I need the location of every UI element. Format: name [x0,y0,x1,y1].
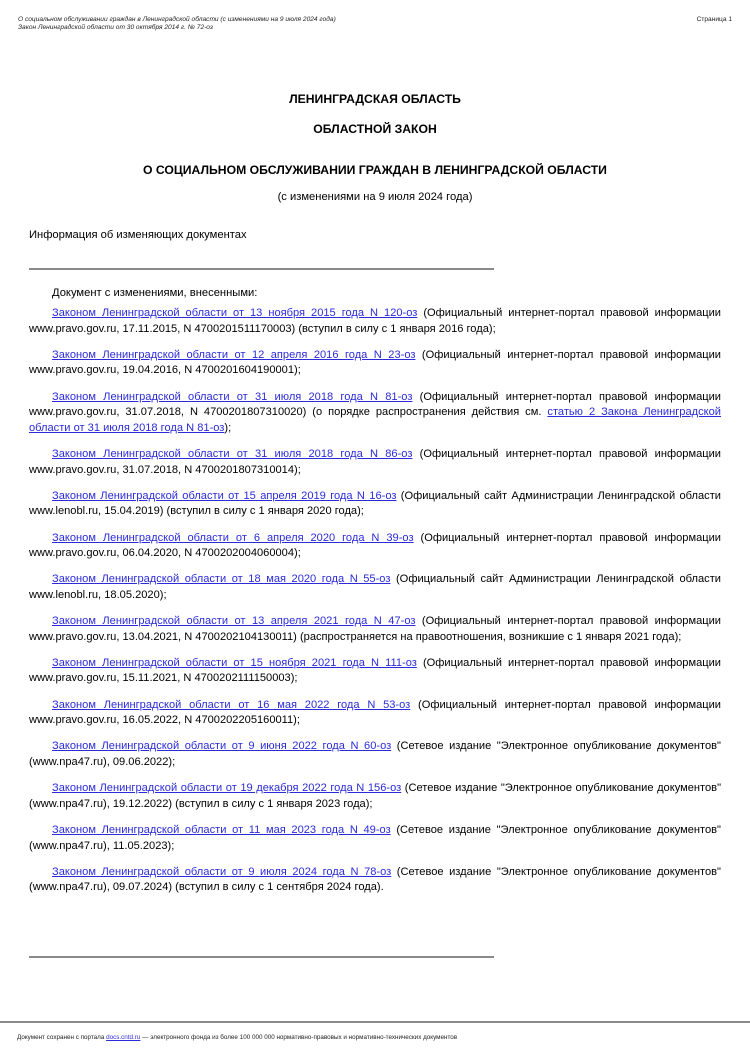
amendment-publication-info: (Официальный сайт Администрации Ленинградской области www.lenobl.ru, 15.04.2019) (вступил в силу с 1 января 2020 года); [29,489,722,518]
divider-top [29,268,494,270]
amendment-publication-info: (Сетевое издание "Электронное опубликование документов" (www.npa47.ru), 19.12.2022) (вступил в силу с 1 января 2023 года); [29,782,722,810]
footer-divider [0,1021,750,1023]
footer-portal-link[interactable]: docs.cntd.ru [106,1034,141,1041]
amendment-publication-info: (Сетевое издание "Электронное опубликование документов" (www.npa47.ru), 09.07.2024) (вступил в силу с 1 сентября 2024 года). [29,865,722,894]
amendments-info-label: Информация об изменяющих документах [29,229,247,241]
document-subtitle: (с изменениями на 9 июля 2024 года) [277,191,473,203]
amendment-item [29,531,721,562]
amendment-item [29,572,721,603]
amendment-item [29,306,721,337]
footer-suffix: — электронного фонда из более 100 000 000 нормативно-правовых и нормативно-технических документов [140,1034,458,1041]
amending-law-link[interactable]: Законом Ленинградской области от 9 июня 2022 года N 60-оз [52,740,392,753]
running-header [18,16,732,32]
amendments-intro: Документ с изменениями, внесенными: [52,287,258,299]
amending-law-link[interactable]: Законом Ленинградской области от 18 мая 2020 года N 55-оз [52,573,391,586]
amending-law-link[interactable]: Законом Ленинградской области от 13 ноября 2015 года N 120-оз [52,307,418,319]
divider-bottom [29,956,494,958]
amendment-publication-info: (Официальный интернет-портал правовой информации www.pravo.gov.ru, 31.07.2018, N 4700201807310020) (о порядке распространения действия см. [29,390,722,419]
amendments-list [29,306,721,907]
doc-type-heading: ОБЛАСТНОЙ ЗАКОН [313,122,437,136]
amending-law-link[interactable]: Законом Ленинградской области от 31 июля 2018 года N 86-оз [52,447,413,460]
amending-law-link[interactable]: Законом Ленинградской области от 15 апреля 2019 года N 16-оз [52,489,397,502]
amendment-item [29,781,721,812]
amending-law-link[interactable]: Законом Ленинградской области от 16 мая 2022 года N 53-оз [52,698,411,711]
article-reference-link[interactable]: статью 2 Закона Ленинградской области от 31 июля 2018 года N 81-оз [29,406,721,434]
amendment-item [29,348,721,379]
amendment-item [29,614,721,645]
document-title: О СОЦИАЛЬНОМ ОБСЛУЖИВАНИИ ГРАЖДАН В ЛЕНИНГРАДСКОЙ ОБЛАСТИ [143,163,607,177]
footer-prefix: Документ сохранен с портала [17,1034,107,1041]
amendment-publication-info: (Официальный интернет-портал правовой информации www.pravo.gov.ru, 15.11.2021, N 4700202111150003); [29,656,721,685]
amendment-closing-text: ); [224,421,232,434]
amending-law-link[interactable]: Законом Ленинградской области от 9 июля 2024 года N 78-оз [52,865,392,878]
page-number: Страница 1 [696,16,732,23]
document-titles [0,92,750,204]
amendment-publication-info: (Официальный интернет-портал правовой информации www.pravo.gov.ru, 13.04.2021, N 4700202104130011) (распространяется на правоотношения, возникшие с 1 января 2021 года); [29,615,722,643]
running-header-law: Закон Ленинградской области от 30 октября 2014 г. № 72-оз [18,24,213,31]
footer [17,1034,457,1042]
amendment-publication-info: (Сетевое издание "Электронное опубликование документов" (www.npa47.ru), 11.05.2023); [29,823,721,852]
amending-law-link[interactable]: Законом Ленинградской области от 15 ноября 2021 года N 111-оз [52,656,417,669]
amendment-item [29,390,721,437]
amending-law-link[interactable]: Законом Ленинградской области от 12 апреля 2016 года N 23-оз [52,348,416,361]
amending-law-link[interactable]: Законом Ленинградской области от 19 декабря 2022 года N 156-оз [52,782,402,795]
amendment-publication-info: (Официальный интернет-портал правовой информации www.pravo.gov.ru, 19.04.2016, N 4700201604190001); [29,348,722,377]
amending-law-link[interactable]: Законом Ленинградской области от 6 апреля 2020 года N 39-оз [52,531,414,544]
amendment-item [29,865,721,896]
amendment-item [29,447,721,478]
amendment-publication-info: (Сетевое издание "Электронное опубликование документов" (www.npa47.ru), 09.06.2022); [29,740,721,768]
amendment-publication-info: (Официальный интернет-портал правовой информации www.pravo.gov.ru, 17.11.2015, N 4700201511170003) (вступил в силу с 1 января 2016 года); [29,307,721,335]
amendment-item [29,823,721,854]
amendment-item [29,698,721,729]
running-header-title: О социальном обслуживании граждан в Ленинградской области (с изменениями на 9 июля 2024 года) [18,16,336,23]
amendment-publication-info: (Официальный сайт Администрации Ленинградской области www.lenobl.ru, 18.05.2020); [29,573,721,601]
region-heading: ЛЕНИНГРАДСКАЯ ОБЛАСТЬ [289,92,461,106]
amendment-item [29,489,721,520]
amendment-publication-info: (Официальный интернет-портал правовой информации www.pravo.gov.ru, 06.04.2020, N 4700202004060004); [29,531,722,560]
amending-law-link[interactable]: Законом Ленинградской области от 11 мая 2023 года N 49-оз [52,823,391,836]
amendment-item [29,656,721,687]
amendment-publication-info: (Официальный интернет-портал правовой информации www.pravo.gov.ru, 31.07.2018, N 4700201807310014); [29,447,722,476]
amending-law-link[interactable]: Законом Ленинградской области от 31 июля 2018 года N 81-оз [52,390,413,403]
amendment-publication-info: (Официальный интернет-портал правовой информации www.pravo.gov.ru, 16.05.2022, N 4700202205160011); [29,698,721,727]
amending-law-link[interactable]: Законом Ленинградской области от 13 апреля 2021 года N 47-оз [52,615,416,628]
amendment-item [29,739,721,770]
